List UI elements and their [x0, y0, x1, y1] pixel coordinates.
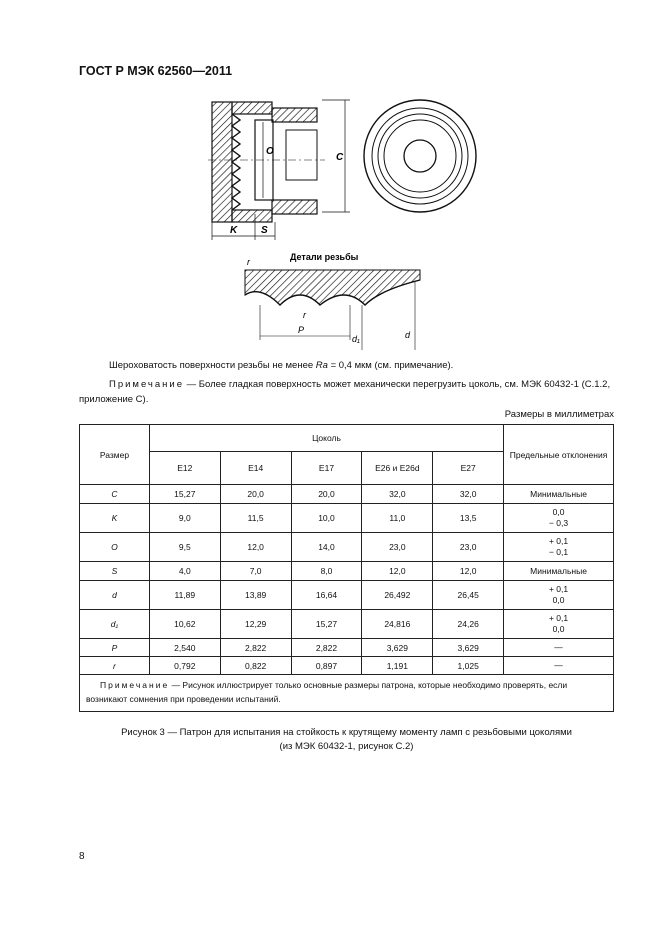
deviation-line: —: [554, 660, 563, 670]
document-header: ГОСТ Р МЭК 62560—2011: [79, 64, 233, 78]
deviation-line: Минимальные: [530, 565, 587, 576]
row-size: d₁: [80, 610, 150, 639]
cell: 26,45: [433, 581, 504, 610]
deviation-cell: [504, 562, 614, 581]
cell: 11,0: [362, 504, 433, 533]
page-number: 8: [79, 851, 85, 862]
header-base-e27: E27: [433, 452, 504, 485]
thread-details-label: Детали резьбы: [290, 252, 359, 262]
roughness-text: [109, 360, 453, 371]
row-size: K: [80, 504, 150, 533]
header-base: Цоколь: [149, 425, 503, 452]
table-note: [80, 675, 614, 712]
cell: 20,0: [220, 485, 291, 504]
deviation-line: − 0,1: [548, 547, 569, 557]
cell: 9,5: [149, 533, 220, 562]
caption-line-1: Рисунок 3 — Патрон для испытания на стойкость к крутящему моменту ламп с резьбовыми цоколями: [121, 727, 572, 738]
label-d: d: [405, 330, 411, 340]
deviation-cell: [504, 657, 614, 675]
cell: 24,816: [362, 610, 433, 639]
cell: 10,0: [291, 504, 362, 533]
label-P: P: [298, 325, 305, 335]
header-size: Размер: [80, 425, 150, 485]
cell: 2,822: [220, 639, 291, 657]
table-note-row: [80, 675, 614, 712]
table-row: [80, 610, 614, 639]
deviation-cell: [504, 485, 614, 504]
note-1-label: Примечание: [109, 379, 184, 390]
cell: 15,27: [291, 610, 362, 639]
row-size: d: [80, 581, 150, 610]
table-row: [80, 581, 614, 610]
deviation-line: 0,0: [552, 624, 565, 634]
figure-caption: [79, 726, 614, 754]
cell: 26,492: [362, 581, 433, 610]
label-C: C: [336, 152, 344, 163]
cell: 20,0: [291, 485, 362, 504]
label-K: K: [230, 225, 238, 236]
roughness-ra: Ra: [315, 360, 328, 371]
deviation-cell: [504, 533, 614, 562]
deviation-line: − 0,3: [548, 518, 569, 528]
end-view: [364, 100, 476, 212]
deviation-cell: [504, 581, 614, 610]
header-base-e14: E14: [220, 452, 291, 485]
label-d1: d₁: [352, 334, 360, 344]
cell: 8,0: [291, 562, 362, 581]
label-O: O: [266, 146, 274, 157]
table-row: [80, 562, 614, 581]
dimensions-table: [79, 424, 614, 712]
cell: 10,62: [149, 610, 220, 639]
cell: 16,64: [291, 581, 362, 610]
cell: 11,89: [149, 581, 220, 610]
cell: 4,0: [149, 562, 220, 581]
cell: 14,0: [291, 533, 362, 562]
roughness-suffix: = 0,4 мкм (см. примечание).: [327, 360, 454, 371]
deviation-cell: [504, 504, 614, 533]
header-base-e26: E26 и E26d: [362, 452, 433, 485]
cell: 23,0: [433, 533, 504, 562]
cell: 0,897: [291, 657, 362, 675]
deviation-line: Минимальные: [530, 488, 587, 499]
deviation-line: —: [554, 642, 563, 652]
cell: 9,0: [149, 504, 220, 533]
deviation-line: 0,0: [552, 595, 565, 605]
row-size: r: [80, 657, 150, 675]
header-deviation: Предельные отклонения: [504, 425, 614, 485]
cell: 13,89: [220, 581, 291, 610]
label-r-bottom: r: [303, 310, 306, 320]
cell: 32,0: [433, 485, 504, 504]
cell: 15,27: [149, 485, 220, 504]
row-size: P: [80, 639, 150, 657]
cell: 7,0: [220, 562, 291, 581]
holder-drawing: [200, 90, 500, 350]
cell: 23,0: [362, 533, 433, 562]
row-size: S: [80, 562, 150, 581]
table-note-text: — Рисунок иллюстрирует только основные размеры патрона, которые необходимо проверять, если возникают сомнения при проведении испытаний.: [86, 680, 568, 704]
cell: 24,26: [433, 610, 504, 639]
deviation-line: + 0,1: [548, 613, 569, 623]
row-size: O: [80, 533, 150, 562]
thread-detail: [245, 252, 420, 350]
deviation-line: + 0,1: [548, 536, 569, 546]
cell: 3,629: [362, 639, 433, 657]
label-r-top: r: [247, 257, 250, 267]
deviation-line: + 0,1: [548, 584, 569, 594]
header-base-e17: E17: [291, 452, 362, 485]
units-label: Размеры в миллиметрах: [504, 409, 614, 420]
table-row: [80, 485, 614, 504]
cell: 2,822: [291, 639, 362, 657]
table-row: [80, 533, 614, 562]
cell: 12,29: [220, 610, 291, 639]
deviation-line: 0,0: [552, 507, 565, 517]
cell: 1,191: [362, 657, 433, 675]
deviation-cell: [504, 610, 614, 639]
deviation-cell: [504, 639, 614, 657]
caption-line-2: (из МЭК 60432-1, рисунок С.2): [279, 741, 414, 752]
note-1-text: — Более гладкая поверхность может механически перегрузить цоколь, см. МЭК 60432-1 (С.1.2, приложение С).: [79, 379, 611, 405]
label-S: S: [261, 225, 268, 236]
section-view: [208, 100, 350, 240]
table-row: [80, 657, 614, 675]
table-row: [80, 504, 614, 533]
cell: 13,5: [433, 504, 504, 533]
cell: 0,792: [149, 657, 220, 675]
cell: 3,629: [433, 639, 504, 657]
note-1: [79, 377, 619, 407]
row-size: C: [80, 485, 150, 504]
cell: 12,0: [433, 562, 504, 581]
cell: 32,0: [362, 485, 433, 504]
table-note-label: Примечание: [100, 680, 170, 690]
cell: 12,0: [362, 562, 433, 581]
header-base-e12: E12: [149, 452, 220, 485]
roughness-prefix: Шероховатость поверхности резьбы не менее: [109, 360, 316, 371]
cell: 0,822: [220, 657, 291, 675]
cell: 11,5: [220, 504, 291, 533]
cell: 1,025: [433, 657, 504, 675]
table-row: [80, 639, 614, 657]
cell: 2,540: [149, 639, 220, 657]
cell: 12,0: [220, 533, 291, 562]
